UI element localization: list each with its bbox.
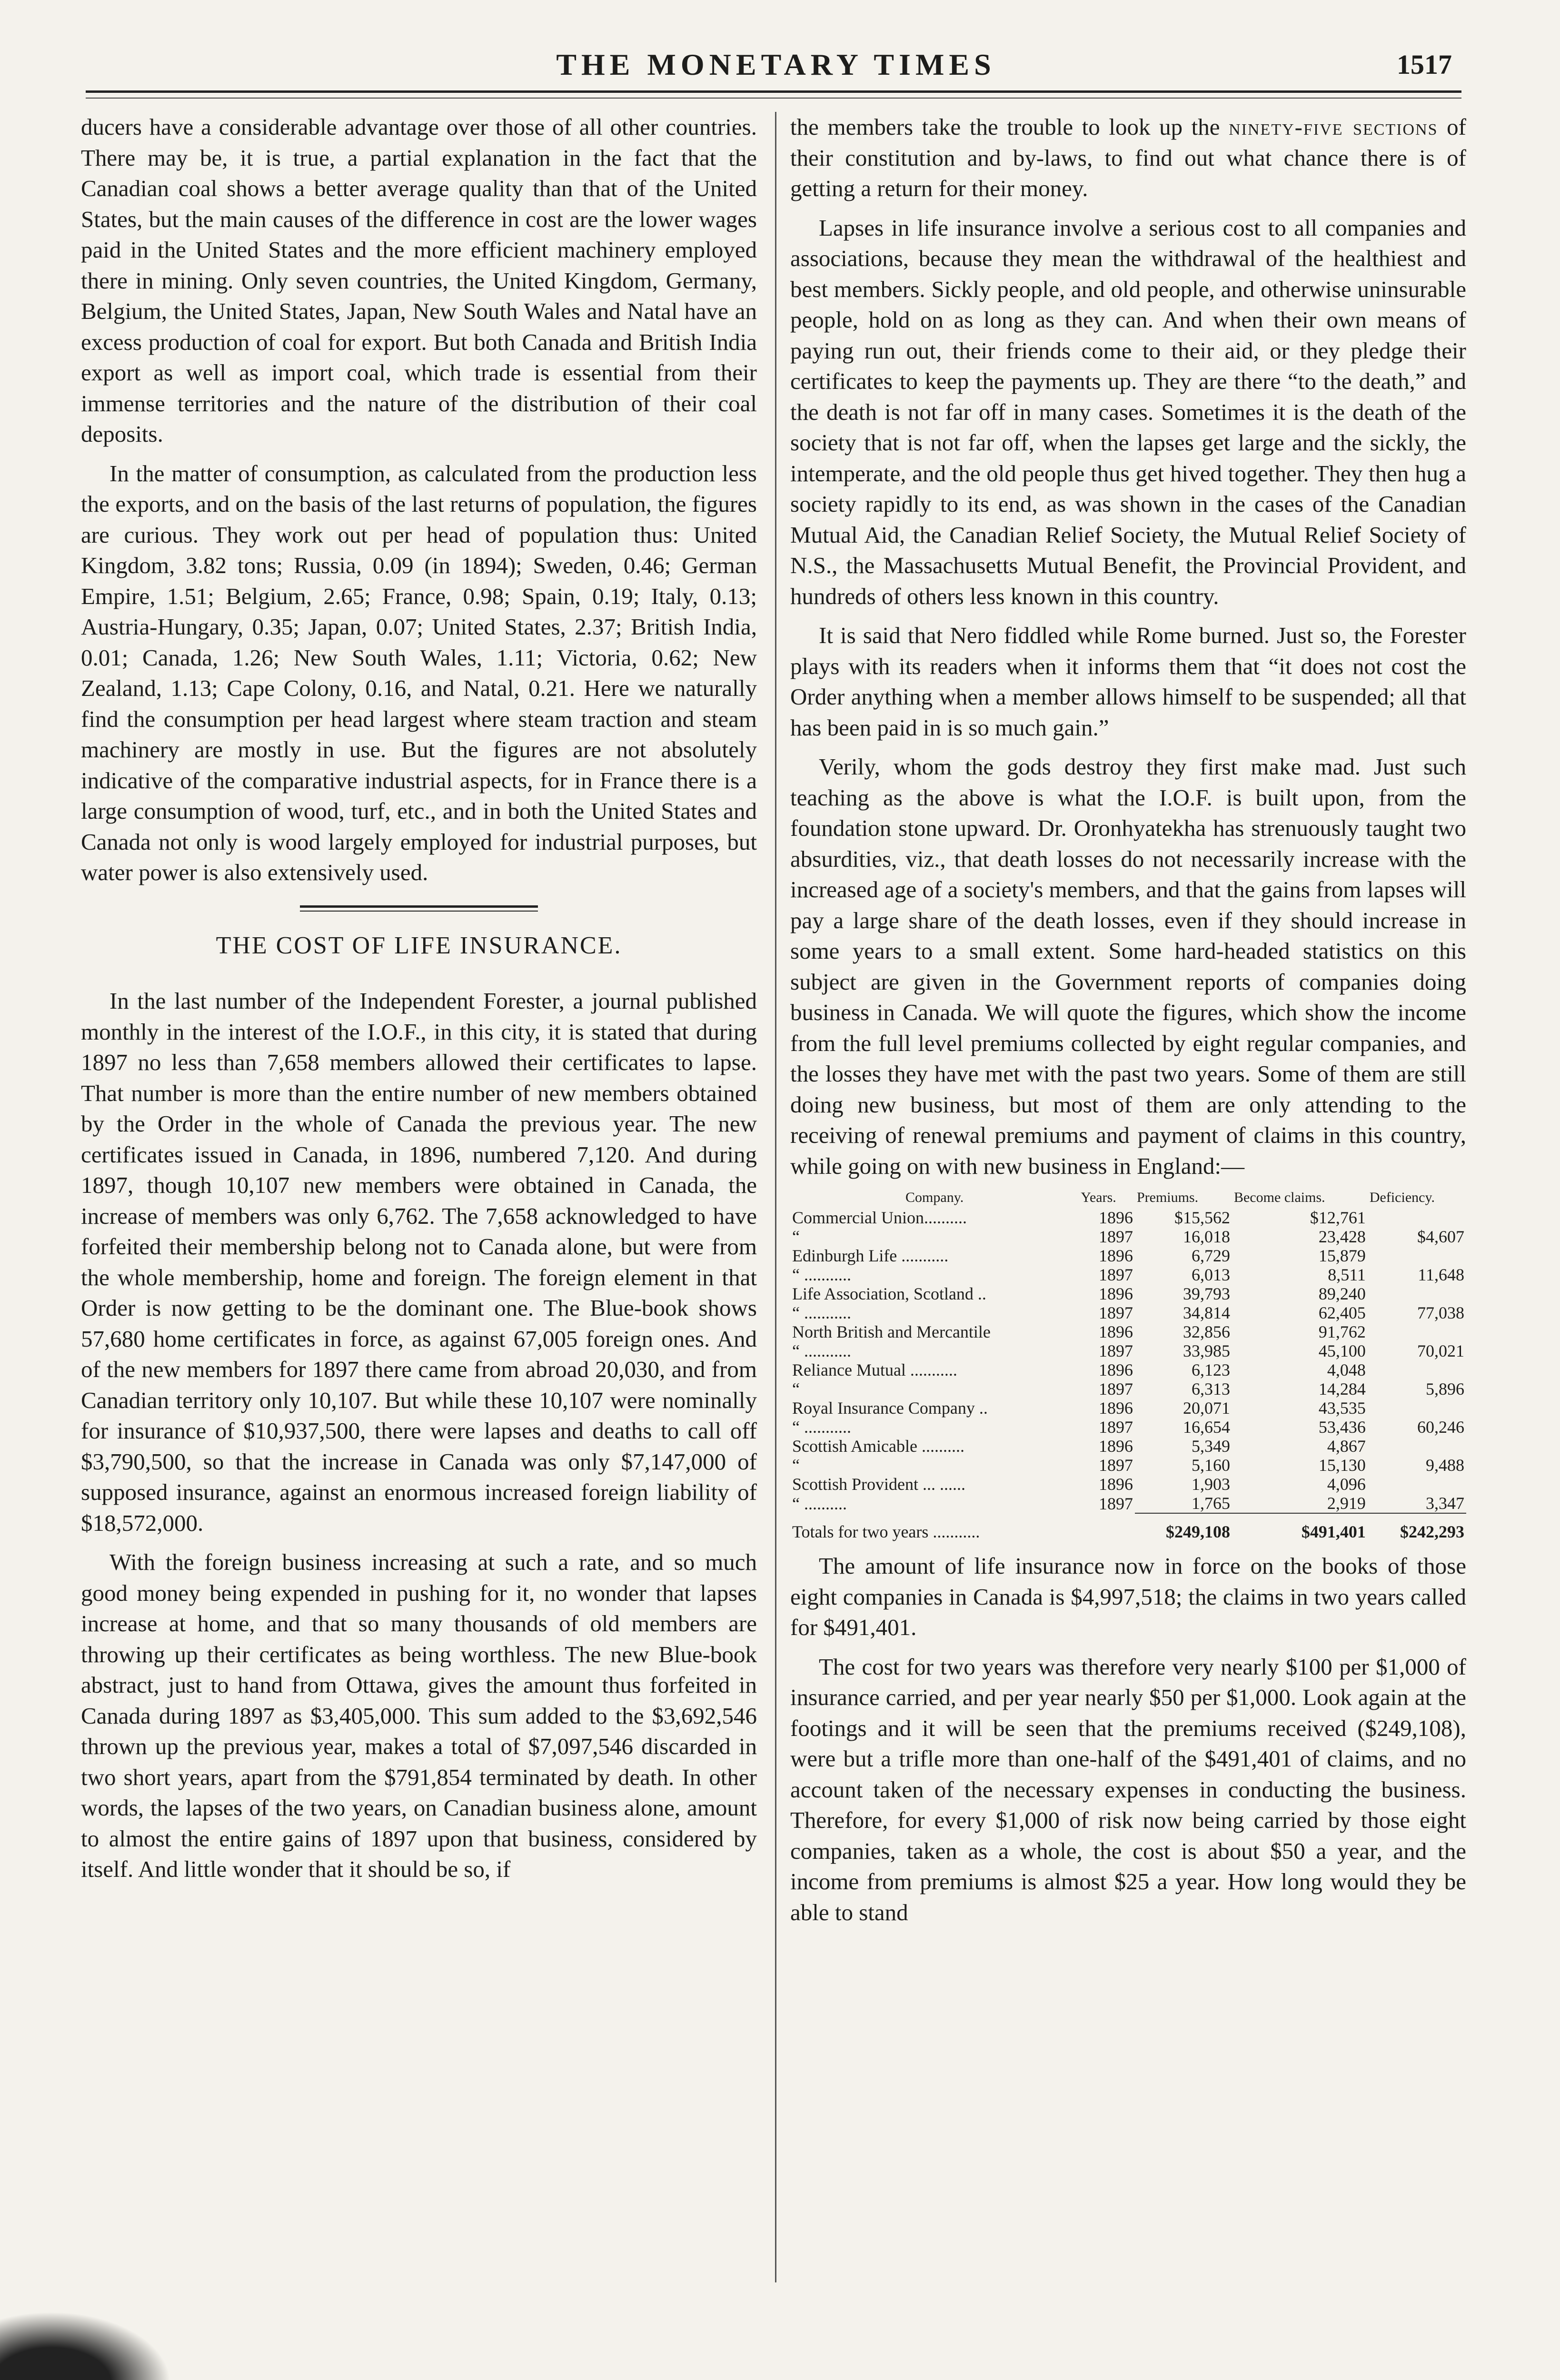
- header-rule: [86, 90, 1461, 93]
- cell-premiums: 39,793: [1183, 1284, 1231, 1303]
- cell-deficiency: 11,648: [1418, 1265, 1464, 1284]
- left-column: [81, 112, 757, 1894]
- cell-deficiency: [1368, 1398, 1466, 1418]
- table-row: [790, 1475, 1466, 1494]
- cell-claims: 62,405: [1318, 1303, 1366, 1322]
- cell-deficiency: 60,246: [1417, 1418, 1464, 1437]
- table-row: [790, 1341, 1466, 1360]
- totals-label: Totals for two years ...........: [792, 1522, 980, 1541]
- cell-company: Scottish Provident ... ......: [792, 1475, 966, 1494]
- header-deficiency: Deficiency.: [1369, 1190, 1435, 1205]
- header-claims: Become claims.: [1234, 1190, 1325, 1205]
- table-row: [790, 1284, 1466, 1303]
- table-row: [790, 1322, 1466, 1341]
- cell-premiums: 6,729: [1192, 1246, 1231, 1265]
- right-column: [790, 112, 1466, 1936]
- insurance-table: [790, 1190, 1466, 1541]
- cell-year: 1897: [1098, 1341, 1133, 1360]
- cell-company: Reliance Mutual ...........: [792, 1360, 957, 1379]
- table-row: [790, 1398, 1466, 1418]
- cell-claims: 4,096: [1327, 1475, 1366, 1494]
- cell-deficiency: 9,488: [1426, 1456, 1464, 1475]
- cell-year: 1897: [1098, 1456, 1133, 1475]
- header-premiums: Premiums.: [1136, 1190, 1199, 1205]
- cell-deficiency: [1368, 1437, 1466, 1456]
- cell-company: “: [792, 1379, 800, 1398]
- cell-claims: 43,535: [1318, 1398, 1366, 1418]
- cell-claims: 15,130: [1318, 1456, 1366, 1475]
- constitution-text-a: the members take the trouble to look up the: [790, 114, 1229, 140]
- cell-deficiency: 5,896: [1426, 1379, 1464, 1398]
- cell-deficiency: [1368, 1475, 1466, 1494]
- cell-company: “ ..........: [792, 1494, 847, 1513]
- cell-claims: 14,284: [1318, 1379, 1366, 1398]
- cell-deficiency: 77,038: [1417, 1303, 1464, 1322]
- table-body: [790, 1208, 1466, 1513]
- table-row: [790, 1418, 1466, 1437]
- cell-premiums: 6,013: [1192, 1265, 1231, 1284]
- coal-paragraph-continued: ducers have a considerable advantage over those of all other countries. There may be, it is true, a partial explanation in the fact that the Canadian coal shows a better average quality than that of the United States, but the main causes of the difference in cost are the lower wages paid in the United States and the more efficient machinery employed there in mining. Only seven countries, the United Kingdom, Germany, Belgium, the United States, Japan, New South Wales and Natal have an excess production of coal for export. But both Canada and British India export as well as import coal, which trade is essential from their immense territories and the nature of the distribution of their coal deposits.: [81, 114, 757, 447]
- cell-year: 1897: [1098, 1379, 1133, 1398]
- cell-claims: 53,436: [1318, 1418, 1366, 1437]
- lapses-paragraph: Lapses in life insurance involve a serious cost to all companies and associations, because they mean the withdrawal of the healthiest and best members. Sickly people, and old people, and otherwise uninsurable people, hold on as long as they can. And when their own means of paying run out, their friends come to their aid, or they pledge their certificates to keep the payments up. They are there “to the death,” and the death is not far off in many cases. Sometimes it is the death of the society that is not far off, when the lapses get large and the sickly, the intemperate, and the old people thus get hived together. They then hug a society rapidly to its end, as was shown in the cases of the Canadian Mutual Aid, the Canadian Relief Society, the Mutual Relief Society of N.S., the Massachusetts Mutual Benefit, the Provincial Provident, and hundreds of others less known in this country.: [790, 214, 1466, 609]
- table-row: [790, 1360, 1466, 1379]
- cell-premiums: 16,018: [1183, 1227, 1231, 1246]
- publication-title: THE MONETARY TIMES: [556, 48, 996, 81]
- cell-claims: 8,511: [1328, 1265, 1366, 1284]
- cell-company: “ ...........: [792, 1265, 851, 1284]
- cell-premiums: 6,313: [1192, 1379, 1231, 1398]
- cost-paragraph: The cost for two years was therefore very nearly $100 per $1,000 of insurance carried, and per year nearly $50 per $1,000. Look again at the footings and it will be seen that the premiums received ($249,108), were but a trifle more than one-half of the $491,401 of claims, and no account taken of the necessary expenses in conducting the business. Therefore, for every $1,000 of risk now being carried by those eight companies, taken as a whole, the cost is about $50 a year, and the income from premiums is almost $25 a year. How long would they be able to stand: [790, 1653, 1466, 1925]
- header-rule-thin: [86, 98, 1461, 99]
- cell-claims: 4,048: [1327, 1360, 1366, 1379]
- totals-premiums: $249,108: [1135, 1513, 1232, 1541]
- section-title: THE COST OF LIFE INSURANCE.: [216, 932, 622, 959]
- totals-claims: $491,401: [1232, 1513, 1368, 1541]
- cell-premiums: $15,562: [1174, 1208, 1231, 1227]
- cell-premiums: 6,123: [1192, 1360, 1231, 1379]
- cell-company: “: [792, 1456, 800, 1475]
- cell-premiums: 20,071: [1183, 1398, 1231, 1418]
- cell-company: Life Association, Scotland ..: [792, 1284, 986, 1303]
- cell-company: Edinburgh Life ...........: [792, 1246, 949, 1265]
- cell-company: Scottish Amicable ..........: [792, 1437, 964, 1456]
- table-row: [790, 1265, 1466, 1284]
- table-row: [790, 1208, 1466, 1227]
- cell-year: 1896: [1098, 1398, 1133, 1418]
- cell-year: 1897: [1098, 1494, 1133, 1513]
- cell-premiums: 32,856: [1183, 1322, 1231, 1341]
- table-header-row: [790, 1190, 1466, 1208]
- constitution-paragraph: [790, 112, 1466, 204]
- page-number: 1517: [1397, 49, 1452, 80]
- cell-year: 1896: [1098, 1437, 1133, 1456]
- cell-deficiency: 3,347: [1426, 1494, 1464, 1513]
- forester-paragraph: In the last number of the Independent Forester, a journal published monthly in the interest of the I.O.F., in this city, it is stated that during 1897 no less than 7,658 members allowed their certificates to lapse. That number is more than the entire number of new members obtained by the Order in the whole of Canada the previous year. The new certificates issued in Canada, in 1896, numbered 7,120. And during 1897, though 10,107 new members were obtained in Canada, the increase of members was only 6,762. The 7,658 acknowledged to have forfeited their membership belong not to Canada alone, but were from the whole membership, home and foreign. The foreign element in that Order is now getting to be the dominant one. The Blue-book shows 57,680 home certificates in force, as against 67,005 foreign ones. And of the new members for 1897 there came from abroad 20,030, and from Canadian territory only 10,107. But while these 10,107 were nominally for insurance of $10,937,500, there were lapses and deaths to call off $3,790,500, so that the increase in Canada was only $7,147,000 of supposed insurance, against an enormous increased foreign liability of $18,572,000.: [81, 988, 757, 1536]
- table-row: [790, 1494, 1466, 1513]
- cell-company: “: [792, 1227, 800, 1246]
- cell-company: North British and Mercantile: [792, 1322, 991, 1341]
- cell-premiums: 1,765: [1192, 1494, 1231, 1513]
- cell-year: 1896: [1098, 1322, 1133, 1341]
- consumption-paragraph: In the matter of consumption, as calculated from the production less the exports, and on the basis of the last returns of population, the figures are curious. They work out per head of population thus: United Kingdom, 3.82 tons; Russia, 0.09 (in 1894); Sweden, 0.46; German Empire, 1.51; Belgium, 2.65; France, 0.98; Spain, 0.19; Italy, 0.13; Austria-Hungary, 0.35; Japan, 0.07; United States, 2.37; British India, 0.01; Canada, 1.26; New South Wales, 1.11; Victoria, 0.62; New Zealand, 1.13; Cape Colony, 0.16, and Natal, 0.21. Here we naturally find the consumption per head largest where steam traction and steam machinery are mostly in use. But the figures are not absolutely indicative of the comparative industrial aspects, for in France there is a large consumption of wood, turf, etc., and in both the United States and Canada not only is wood largely employed for industrial purposes, but water power is also extensively used.: [81, 460, 757, 885]
- table-row: [790, 1303, 1466, 1322]
- cell-company: “ ...........: [792, 1418, 851, 1437]
- cell-claims: 4,867: [1327, 1437, 1366, 1456]
- cell-premiums: 5,349: [1192, 1437, 1231, 1456]
- header-company: Company.: [905, 1190, 964, 1205]
- cell-claims: 89,240: [1318, 1284, 1366, 1303]
- table-row: [790, 1456, 1466, 1475]
- cell-deficiency: [1368, 1284, 1466, 1303]
- foreign-business-paragraph: With the foreign business increasing at such a rate, and so much good money being expended in pushing for it, no wonder that lapses increase at home, and that so many thousands of old members are throwing up their certificates as being worthless. The new Blue-book abstract, just to hand from Ottawa, gives the amount thus forfeited in Canada during 1897 as $3,405,000. This sum added to the $3,692,546 thrown up the previous year, makes a total of $7,097,546 discarded in two short years, apart from the $791,854 terminated by death. In other words, the lapses of the two years, on Canadian business alone, amount to almost the entire gains of 1897 upon that business, considered by itself. And little wonder that it should be so, if: [81, 1549, 757, 1882]
- totals-deficiency: $242,293: [1368, 1513, 1466, 1541]
- cell-deficiency: [1368, 1322, 1466, 1341]
- cell-year: 1896: [1098, 1246, 1133, 1265]
- cell-year: 1896: [1098, 1284, 1133, 1303]
- constitution-text-b: of their constitution and by-laws, to find out what chance there is of getting a return for their money.: [790, 114, 1466, 201]
- cell-year: 1897: [1098, 1265, 1133, 1284]
- cell-deficiency: [1368, 1360, 1466, 1379]
- totals-row: [790, 1513, 1466, 1541]
- cell-company: “ ...........: [792, 1341, 851, 1360]
- cell-claims: 15,879: [1318, 1246, 1366, 1265]
- amount-in-force-paragraph: The amount of life insurance now in force on the books of those eight companies in Canada is $4,997,518; the claims in two years called for $491,401.: [790, 1553, 1466, 1640]
- cell-year: 1896: [1098, 1208, 1133, 1227]
- verily-paragraph: Verily, whom the gods destroy they first make mad. Just such teaching as the above is what the I.O.F. is built upon, from the foundation stone upward. Dr. Oronhyatekha has strenuously taught two absurdities, viz., that death losses do not necessarily increase with the increased age of a society's members, and that the gains from lapses will pay a large share of the death losses, even if they should increase in some years to a small extent. Some hard-headed statistics on this subject are given in the Government reports of companies doing business in Canada. We will quote the figures, which show the income from the full level premiums collected by eight regular companies, and the losses they have met with the past two years. Some of them are still doing new business, but most of them are only attending to the receiving of renewal premiums and payment of claims in this country, while going on with new business in England:—: [790, 754, 1466, 1179]
- table-row: [790, 1437, 1466, 1456]
- column-divider: [775, 112, 776, 2282]
- cell-claims: 2,919: [1327, 1494, 1366, 1513]
- nero-paragraph: It is said that Nero fiddled while Rome burned. Just so, the Forester plays with its readers when it informs them that “it does not cost the Order anything when a member allows himself to be suspended; all that has been paid in is so much gain.”: [790, 622, 1466, 741]
- cell-premiums: 33,985: [1183, 1341, 1231, 1360]
- section-separator: [300, 905, 538, 912]
- cell-claims: 91,762: [1318, 1322, 1366, 1341]
- cell-claims: 45,100: [1318, 1341, 1366, 1360]
- cell-claims: 23,428: [1318, 1227, 1366, 1246]
- cell-claims: $12,761: [1310, 1208, 1366, 1227]
- ninety-five-sections: ninety-five sections: [1229, 114, 1438, 140]
- cell-premiums: 5,160: [1192, 1456, 1231, 1475]
- header-years: Years.: [1081, 1190, 1116, 1205]
- table-row: [790, 1246, 1466, 1265]
- cell-premiums: 1,903: [1192, 1475, 1231, 1494]
- cell-company: Commercial Union..........: [792, 1208, 967, 1227]
- cell-deficiency: [1368, 1208, 1466, 1227]
- corner-smudge: [0, 2311, 171, 2380]
- cell-year: 1897: [1098, 1418, 1133, 1437]
- cell-year: 1897: [1098, 1303, 1133, 1322]
- table-row: [790, 1379, 1466, 1398]
- page-header: [81, 46, 1471, 84]
- cell-deficiency: 70,021: [1417, 1341, 1464, 1360]
- cell-company: Royal Insurance Company ..: [792, 1398, 988, 1418]
- cell-premiums: 16,654: [1183, 1418, 1231, 1437]
- cell-year: 1896: [1098, 1360, 1133, 1379]
- cell-year: 1896: [1098, 1475, 1133, 1494]
- cell-deficiency: $4,607: [1417, 1227, 1464, 1246]
- cell-premiums: 34,814: [1183, 1303, 1231, 1322]
- table-row: [790, 1227, 1466, 1246]
- cell-year: 1897: [1098, 1227, 1133, 1246]
- cell-deficiency: [1368, 1246, 1466, 1265]
- cell-company: “ ...........: [792, 1303, 851, 1322]
